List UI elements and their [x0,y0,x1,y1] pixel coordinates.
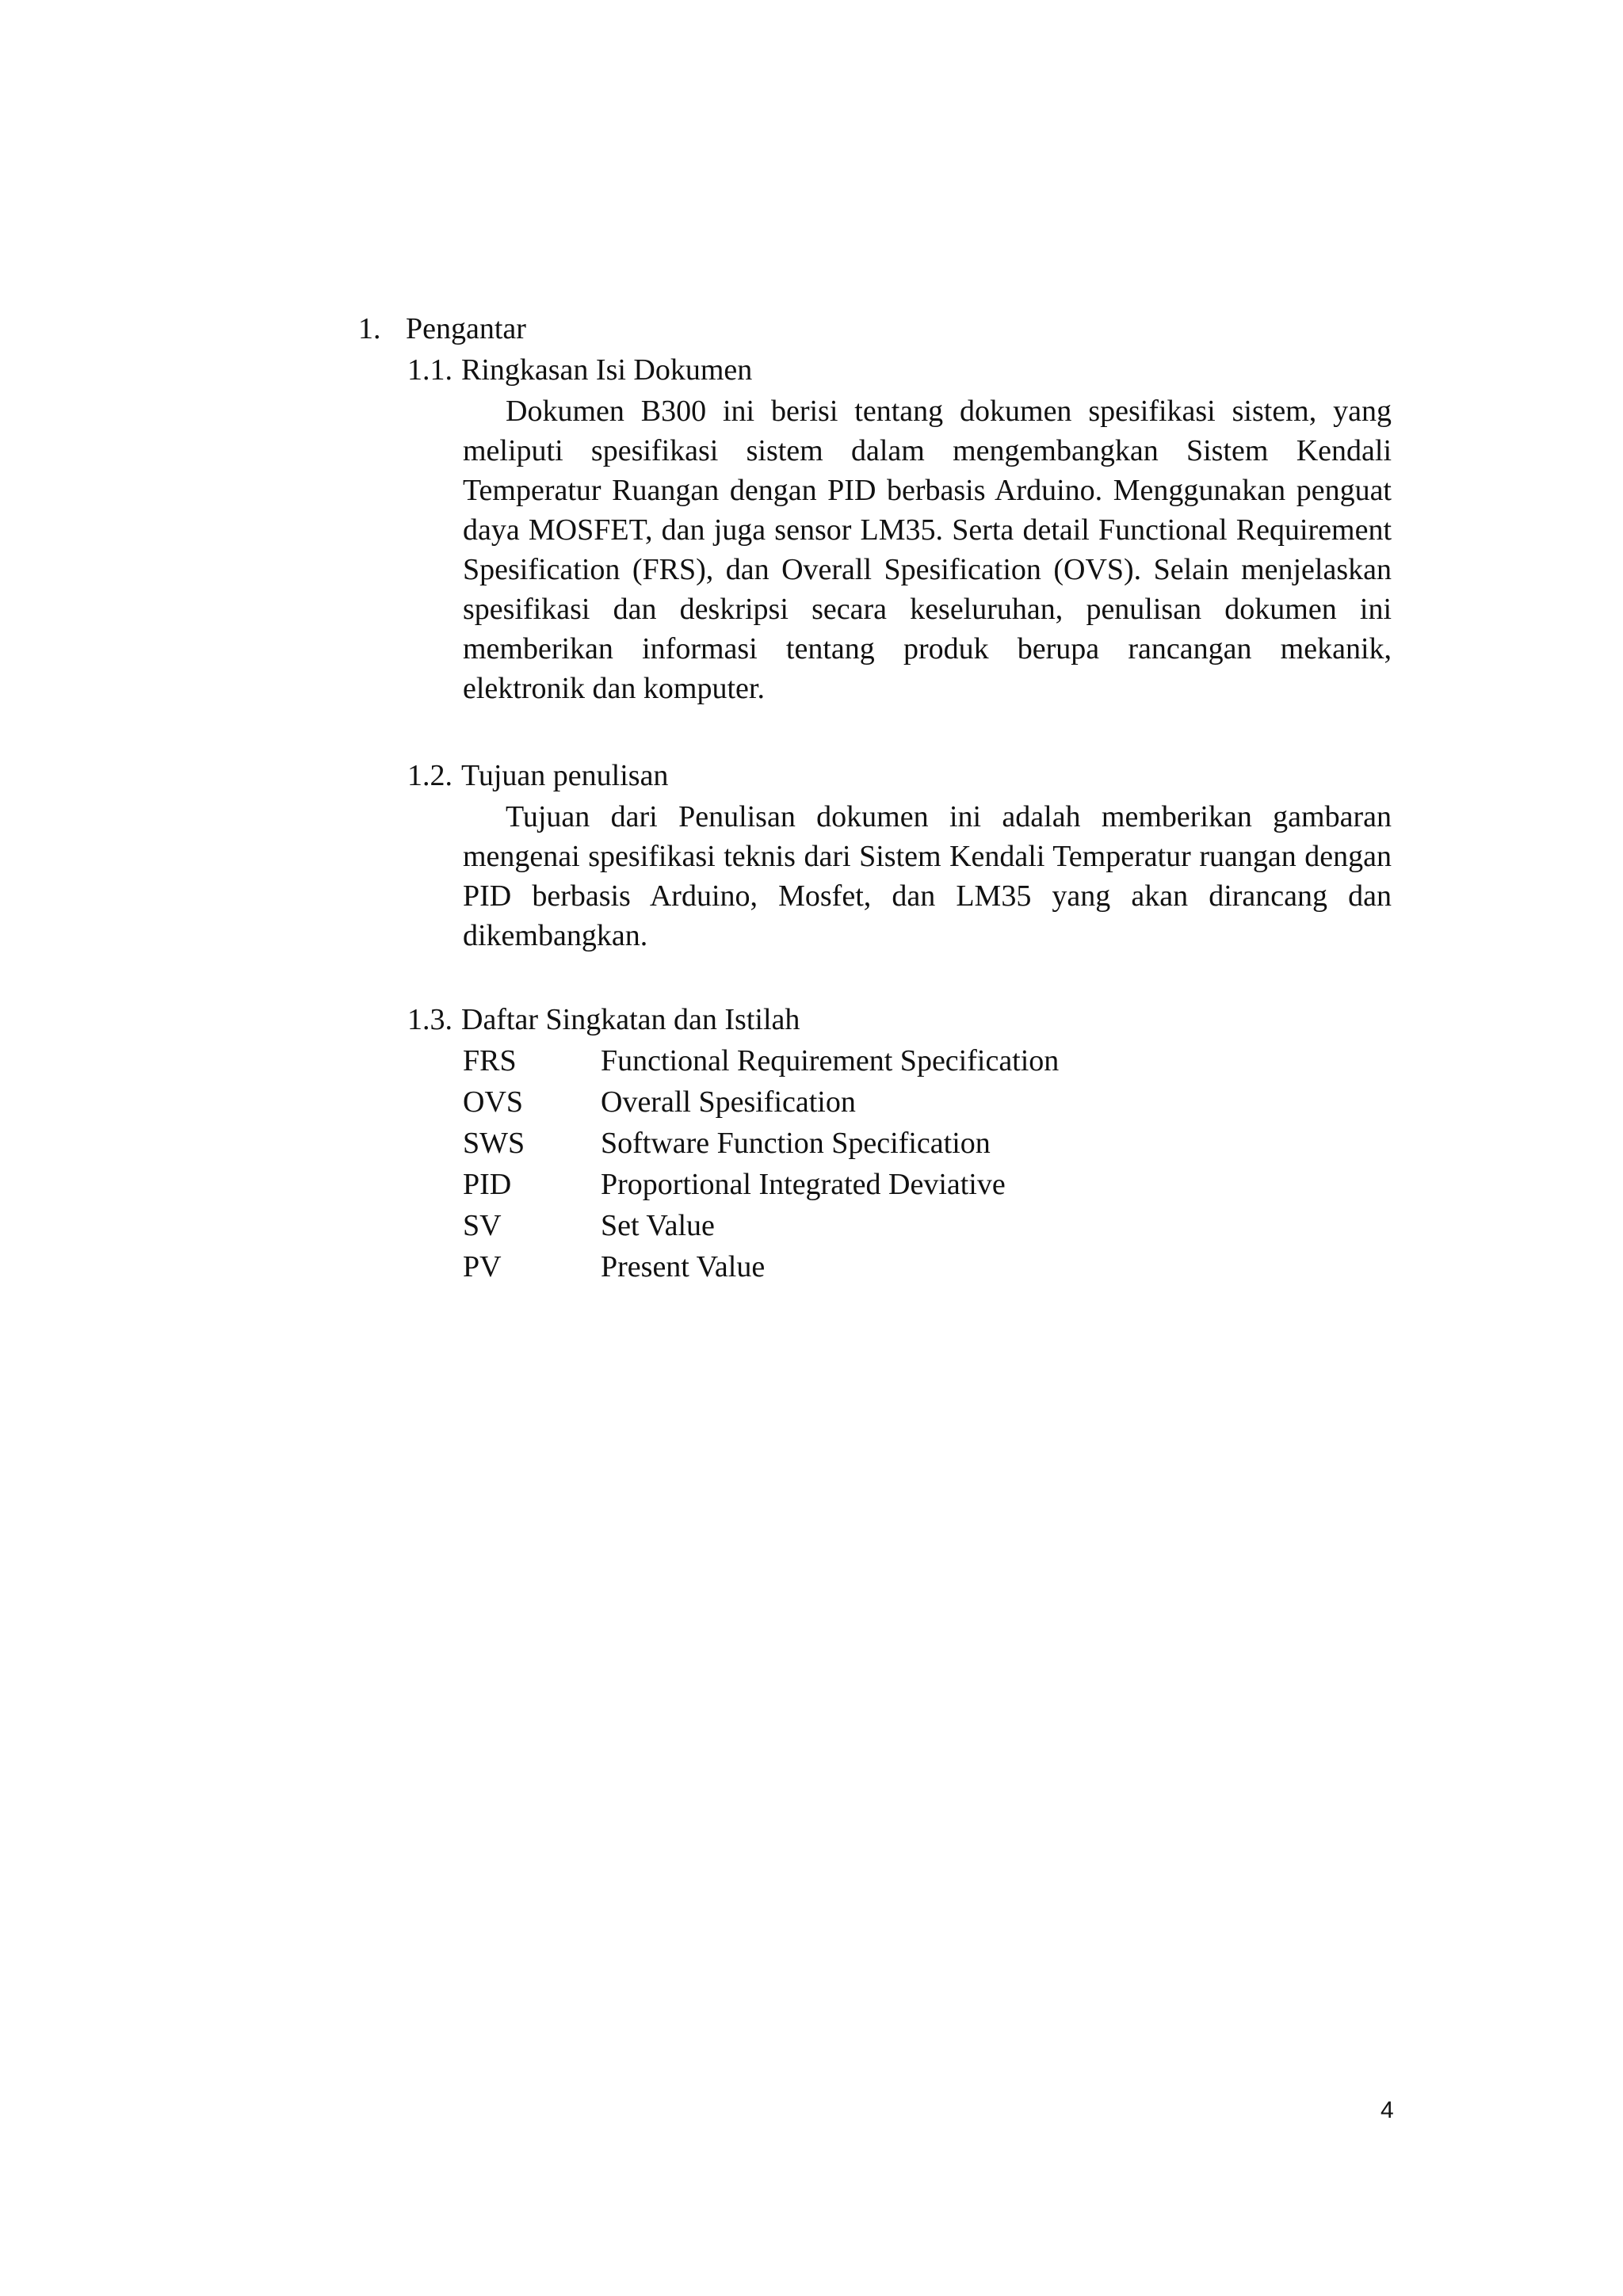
abbreviation-row [463,1247,765,1287]
section-number: 1. [358,312,381,345]
abbreviation-row [463,1206,715,1245]
subsection-heading-1-1 [407,350,752,390]
abbreviation-row [463,1041,1059,1081]
abbreviation-meaning: Overall Spesification [601,1085,856,1119]
paragraph-ringkasan: Dokumen B300 ini berisi tentang dokumen spesifikasi sistem, yang meliputi spesifikasi sistem dalam mengembangkan Sistem Kendali Temperatur Ruangan dengan PID berbasis Arduino. Menggunakan penguat daya MOSFET, dan juga sensor LM35. Serta detail Functional Requirement Spesification (FRS), dan Overall Spesification (OVS). Selain menjelaskan spesifikasi dan deskripsi secara keseluruhan, penulisan dokumen ini memberikan informasi tentang produk berupa rancangan mekanik, elektronik dan komputer. [463,395,1392,705]
abbreviation-meaning: Functional Requirement Specification [601,1044,1060,1077]
abbreviation-row [463,1123,991,1163]
abbreviation-row [463,1165,1006,1204]
subsection-title: Daftar Singkatan dan Istilah [461,1003,800,1036]
abbreviation-meaning: Present Value [601,1250,766,1283]
abbreviation-term: SWS [463,1127,525,1160]
abbreviation-term: FRS [463,1044,517,1077]
subsection-heading-1-2 [407,756,668,795]
abbreviation-term: PID [463,1168,512,1201]
subsection-number: 1.3. [407,1003,453,1036]
abbreviation-term: SV [463,1209,502,1242]
abbreviation-meaning: Set Value [601,1209,715,1242]
subsection-number: 1.2. [407,759,453,792]
subsection-heading-1-3 [407,1000,800,1039]
subsection-number: 1.1. [407,353,453,387]
abbreviation-term: PV [463,1250,502,1283]
abbreviation-term: OVS [463,1085,524,1119]
section-title: Pengantar [406,312,526,345]
abbreviation-meaning: Software Function Specification [601,1127,991,1160]
abbreviation-row [463,1082,856,1122]
page-number: 4 [1381,2097,1394,2123]
abbreviation-meaning: Proportional Integrated Deviative [601,1168,1006,1201]
subsection-title: Tujuan penulisan [461,759,669,792]
paragraph-tujuan: Tujuan dari Penulisan dokumen ini adalah memberikan gambaran mengenai spesifikasi teknis dari Sistem Kendali Temperatur ruangan dengan PID berbasis Arduino, Mosfet, dan LM35 yang akan dirancang dan dikembangkan. [463,800,1392,952]
subsection-title: Ringkasan Isi Dokumen [461,353,753,387]
